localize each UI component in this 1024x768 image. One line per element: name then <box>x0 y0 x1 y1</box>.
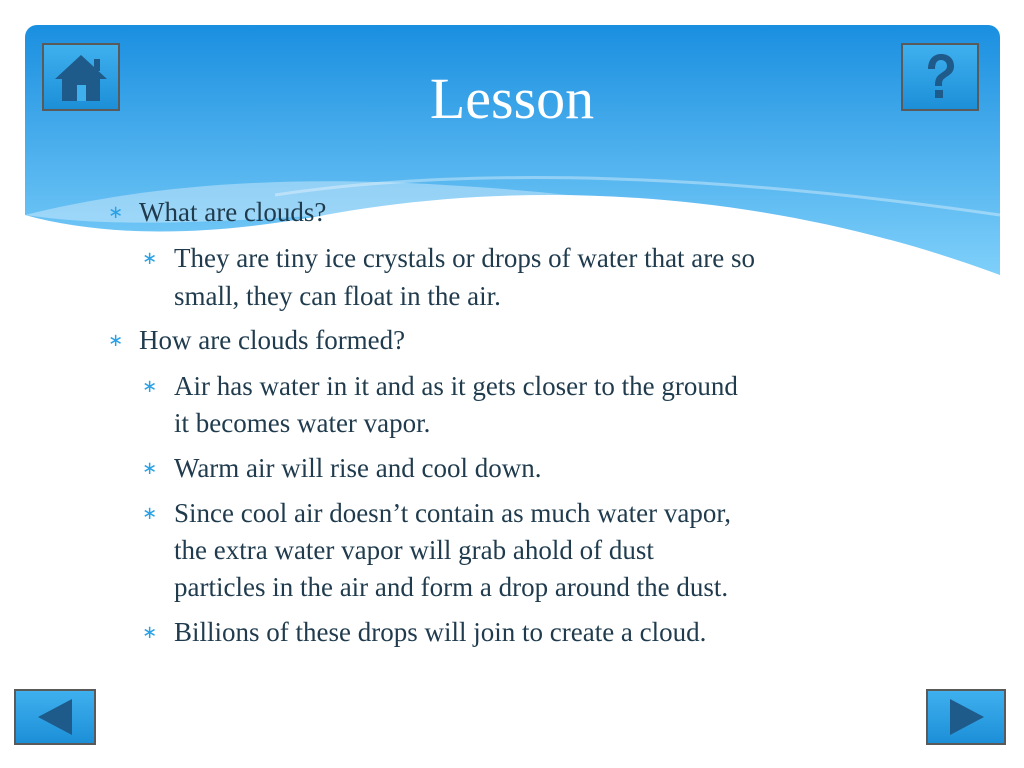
bullet-text-line: They are tiny ice crystals or drops of water that are so <box>174 243 756 273</box>
bullet-text-line: Billions of these drops will join to create a cloud. <box>174 617 707 647</box>
bullet-text-line: it becomes water vapor. <box>174 408 431 438</box>
bullet-text-line: Since cool air doesn’t contain as much water vapor, <box>174 498 731 528</box>
bullet-marker: ∗ <box>108 202 124 223</box>
bullet-how-are-clouds-formed: How are clouds formed? <box>139 325 406 355</box>
right-arrow-icon <box>928 691 1004 743</box>
bullet-text-line: the extra water vapor will grab ahold of dust <box>174 535 654 565</box>
bullet-marker: ∗ <box>142 503 158 524</box>
left-arrow-icon <box>16 691 94 743</box>
bullet-what-are-clouds: What are clouds? <box>139 197 327 227</box>
bullet-text-line: Warm air will rise and cool down. <box>174 453 542 483</box>
bullet-text-line: small, they can float in the air. <box>174 281 501 311</box>
bullet-marker: ∗ <box>142 458 158 479</box>
bullet-marker: ∗ <box>142 376 158 397</box>
previous-slide-button[interactable] <box>14 689 96 745</box>
bullet-text-line: Air has water in it and as it gets closer to the ground <box>174 371 738 401</box>
bullet-text-line: particles in the air and form a drop around the dust. <box>174 572 729 602</box>
slide-title: Lesson <box>429 66 595 131</box>
next-slide-button[interactable] <box>926 689 1006 745</box>
bullet-marker: ∗ <box>142 248 158 269</box>
bullet-marker: ∗ <box>142 622 158 643</box>
bullet-marker: ∗ <box>108 330 124 351</box>
